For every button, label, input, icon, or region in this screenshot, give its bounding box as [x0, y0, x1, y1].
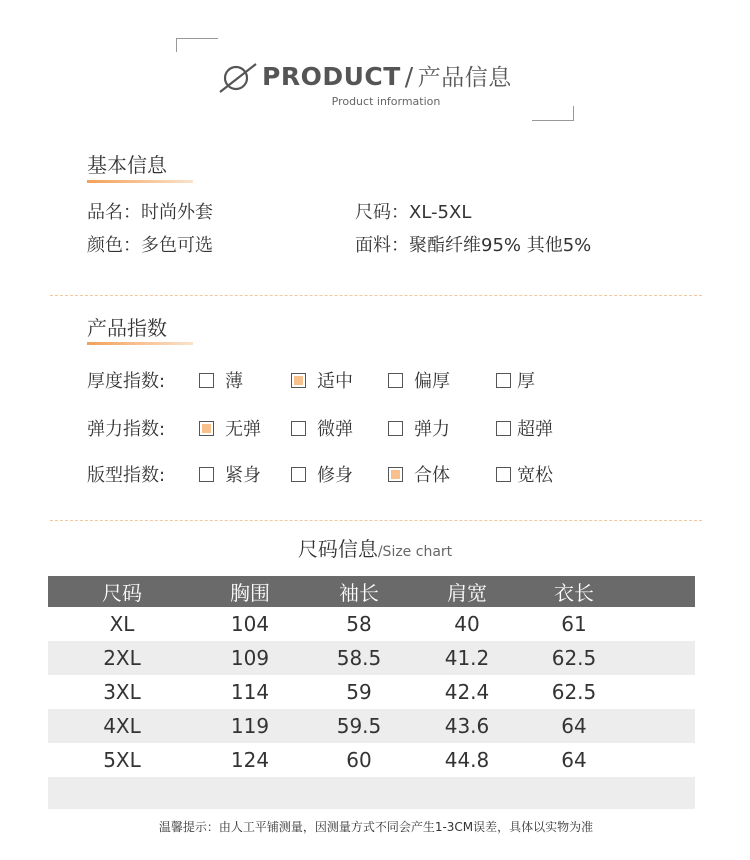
table-cell: 64: [520, 709, 628, 743]
page-title: [262, 59, 512, 92]
table-cell: 104: [230, 612, 270, 636]
title-slash: /: [404, 62, 414, 91]
table-cell: 58.5: [304, 641, 414, 675]
column-header-empty: [628, 576, 695, 607]
option-label: 超弹: [517, 419, 553, 440]
checkbox[interactable]: [199, 467, 214, 482]
index-label-elasticity: 弹力指数:: [87, 419, 166, 440]
table-cell: XL: [109, 612, 135, 636]
table-cell: 44.8: [444, 748, 490, 772]
column-header: 肩宽: [414, 576, 520, 607]
checkbox[interactable]: [291, 467, 306, 482]
table-cell: 64: [561, 748, 587, 772]
table-header-row: [48, 576, 695, 607]
page-subtitle: Product information: [331, 95, 441, 108]
checkbox[interactable]: [496, 373, 511, 388]
option-label: 偏厚: [414, 371, 450, 392]
checkbox[interactable]: [388, 421, 403, 436]
option-label: 弹力: [414, 419, 450, 440]
title-en: PRODUCT: [262, 62, 401, 91]
table-row: [48, 675, 695, 709]
info-color: 颜色：多色可选: [87, 235, 213, 256]
option-fit-slim[interactable]: [291, 461, 353, 487]
frame-corner-top-left-vertical: [176, 38, 177, 52]
option-fit-tight[interactable]: [199, 461, 261, 487]
checkbox-checked[interactable]: [388, 467, 403, 482]
table-cell: 109: [196, 641, 304, 675]
checkbox[interactable]: [496, 467, 511, 482]
option-label: 紧身: [225, 465, 261, 486]
table-cell: 41.2: [414, 641, 520, 675]
option-thickness-thin[interactable]: [199, 367, 243, 393]
table-cell: 114: [230, 680, 270, 704]
option-label: 宽松: [517, 465, 553, 486]
divider: [50, 295, 702, 296]
divider: [50, 520, 702, 521]
option-thickness-medium[interactable]: [291, 367, 353, 393]
table-cell: 2XL: [48, 641, 196, 675]
table-cell: 59: [346, 680, 372, 704]
frame-corner-top-left: [176, 38, 218, 39]
info-fabric: 面料：聚酯纤维95% 其他5%: [355, 235, 592, 256]
table-row: [48, 743, 695, 777]
table-cell-empty: [628, 641, 695, 675]
table-cell: 4XL: [48, 709, 196, 743]
info-name: 品名：时尚外套: [87, 202, 213, 223]
table-cell: 42.4: [444, 680, 490, 704]
size-chart-title: [0, 533, 750, 562]
table-cell-empty: [628, 743, 695, 777]
section-underline-basic: [87, 180, 193, 183]
table-row-empty: [48, 777, 695, 809]
option-elasticity-stretch[interactable]: [388, 415, 450, 441]
table-cell: 40: [454, 612, 480, 636]
table-cell-empty: [48, 777, 695, 809]
cross-circle-logo-icon: [218, 62, 258, 94]
table-cell: 60: [346, 748, 372, 772]
table-cell: 62.5: [551, 680, 597, 704]
option-thickness-thick[interactable]: [496, 367, 535, 393]
table-cell: 3XL: [103, 680, 141, 704]
option-label: 适中: [317, 371, 353, 392]
section-title-indices: 产品指数: [87, 316, 167, 340]
title-cn: 产品信息: [417, 65, 512, 91]
option-elasticity-none[interactable]: [199, 415, 261, 441]
size-chart-title-cn: 尺码信息: [297, 537, 378, 561]
table-cell-empty: [628, 675, 695, 709]
table-row: [48, 607, 695, 641]
table-cell: 61: [561, 612, 587, 636]
frame-corner-bottom-right: [532, 120, 574, 121]
option-label: 微弹: [317, 419, 353, 440]
size-chart-title-en: /Size chart: [377, 544, 453, 560]
checkbox-checked[interactable]: [199, 421, 214, 436]
option-elasticity-slight[interactable]: [291, 415, 353, 441]
table-cell: 5XL: [103, 748, 141, 772]
index-label-thickness: 厚度指数:: [87, 371, 166, 392]
section-underline-indices: [87, 342, 193, 345]
table-cell: 43.6: [414, 709, 520, 743]
checkbox-checked[interactable]: [291, 373, 306, 388]
column-header: 胸围: [196, 576, 304, 607]
table-cell: 58: [346, 612, 372, 636]
index-label-fit: 版型指数:: [87, 465, 166, 486]
option-elasticity-super[interactable]: [496, 415, 553, 441]
measurement-note: 温馨提示：由人工平铺测量，因测量方式不同会产生1-3CM误差，具体以实物为准: [158, 820, 594, 834]
table-cell: 59.5: [304, 709, 414, 743]
option-label: 无弹: [225, 419, 261, 440]
checkbox[interactable]: [496, 421, 511, 436]
table-row: [48, 709, 695, 743]
table-cell: 62.5: [520, 641, 628, 675]
table-cell: 119: [196, 709, 304, 743]
option-label: 修身: [317, 465, 353, 486]
option-fit-regular[interactable]: [388, 461, 450, 487]
option-fit-loose[interactable]: [496, 461, 553, 487]
section-title-basic: 基本信息: [87, 153, 167, 177]
option-thickness-thickish[interactable]: [388, 367, 450, 393]
table-cell-empty: [628, 709, 695, 743]
size-table: [48, 576, 695, 809]
info-size: 尺码：XL-5XL: [355, 202, 472, 223]
checkbox[interactable]: [291, 421, 306, 436]
checkbox[interactable]: [388, 373, 403, 388]
table-cell-empty: [628, 607, 695, 641]
checkbox[interactable]: [199, 373, 214, 388]
column-header: 尺码: [48, 576, 196, 607]
table-cell: 124: [230, 748, 270, 772]
column-header: 衣长: [520, 576, 628, 607]
option-label: 薄: [225, 371, 243, 392]
option-label: 厚: [517, 371, 535, 392]
option-label: 合体: [414, 465, 450, 486]
frame-corner-bottom-right-vertical: [573, 106, 574, 121]
column-header: 袖长: [304, 576, 414, 607]
table-row: [48, 641, 695, 675]
